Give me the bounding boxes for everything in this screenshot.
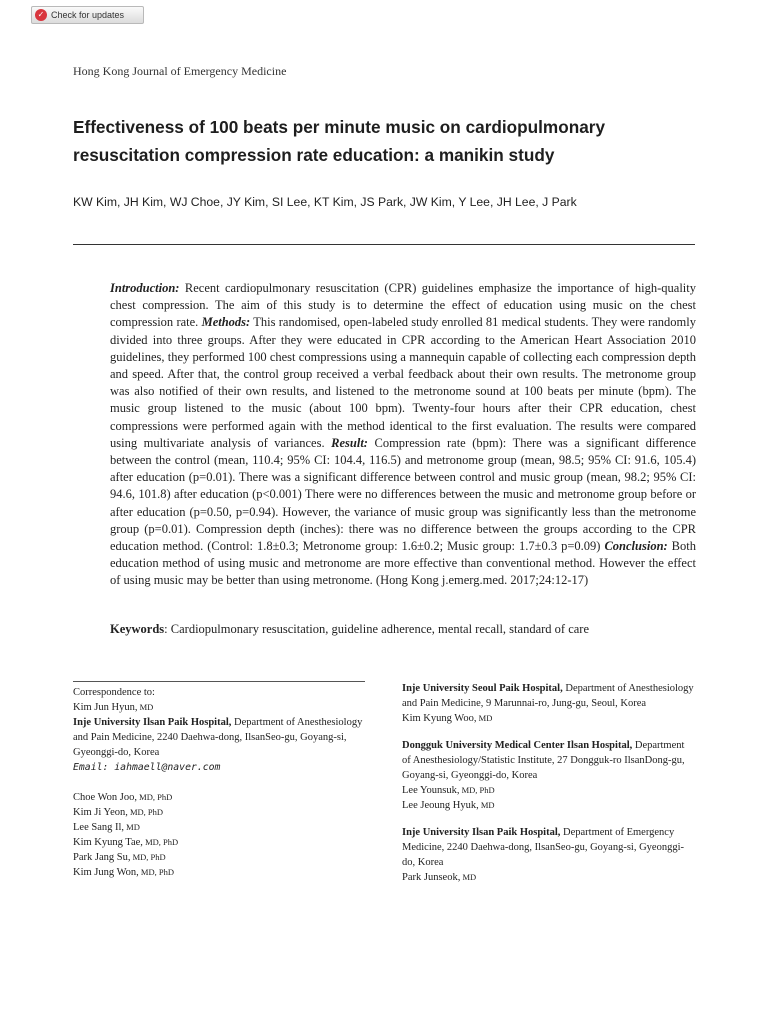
correspondence-address: and Pain Medicine, 2240 Daehwa-dong, IlsanSeo-gu, Goyang-si,: [73, 732, 347, 743]
check-for-updates-button[interactable]: [31, 6, 144, 24]
affiliation-line: do, Korea: [402, 857, 444, 868]
methods-text: This randomised, open-labeled study enrolled 81 medical students. They were randomly divided into three groups. After they were educated in CPR according to the American Heart Association 2010 guidelines, they performed 100 chest compressions using a mannequin capable of collecting each compression depth and speed. After that, the control group received a verbal feedback about their own results. The metronome group was also notified of their own results, and listened to the metronome sound at 100 beats per minute (bpm). The music group listened to the music (about 100 bpm). Twenty-four hours after their CPR education, chest compressions were performed again with the method identical to the first evaluation. The results were compared using multivariate analysis of variances.: [110, 315, 696, 450]
keywords: [110, 622, 696, 637]
author-affiliation-line: Park Junseok, MD: [402, 872, 477, 883]
affiliation-line: Goyang-si, Gyeonggi-do, Korea: [402, 770, 538, 781]
methods-label: Methods:: [201, 315, 251, 330]
affiliation-line: Medicine, 2240 Daehwa-dong, IlsanSeo-gu, Goyang-si, Gyeonggi-: [402, 842, 684, 853]
introduction-label: Introduction:: [110, 281, 180, 295]
author-affiliation-line: Choe Won Joo, MD, PhD: [73, 792, 173, 803]
affiliation-line: Dongguk University Medical Center Ilsan Hospital, Department: [402, 740, 685, 751]
conclusion-text: Both education method of using music and metronome are more effective than conventional method. However the effect of using music may be better than using metronome. (Hong Kong j.emerg.med. 2017;24:12-17): [110, 539, 696, 588]
author-affiliation-line: Kim Jung Won, MD, PhD: [73, 867, 174, 878]
affiliation-line: of Anesthesiology/Statistic Institute, 27 Dongguk-ro IlsanDong-gu,: [402, 755, 685, 766]
correspondence-heading: Correspondence to:: [73, 687, 155, 698]
check-for-updates-label: Check for updates: [51, 10, 125, 20]
author-affiliation-line: Kim Kyung Tae, MD, PhD: [73, 837, 179, 848]
result-label: Result:: [331, 435, 368, 450]
correspondence-affiliation: Inje University Ilsan Paik Hospital, Department of Anesthesiology: [73, 717, 363, 728]
footnote-divider: [73, 681, 365, 682]
author-affiliation-line: Kim Ji Yeon, MD, PhD: [73, 807, 164, 818]
affiliations-block: [402, 681, 698, 885]
author-list: KW Kim, JH Kim, WJ Choe, JY Kim, SI Lee, KT Kim, JS Park, JW Kim, Y Lee, JH Lee, J Park: [73, 195, 577, 209]
affiliation-line: Inje University Ilsan Paik Hospital, Department of Emergency: [402, 827, 675, 838]
author-affiliation-line: Kim Kyung Woo, MD: [402, 713, 493, 724]
conclusion-label: Conclusion:: [604, 539, 668, 554]
result-text: Compression rate (bpm): There was a significant difference between the control (mean, 110.4; 95% CI: 104.4, 116.5) and metronome group (mean, 98.5; 95% CI: 91.6, 105.4) after education (p=0.01). There was a significant difference between control and music group (mean, 98.2; 95% CI: 94.6, 101.8) after education (p<0.001) There were no differences between the music and metronome group before or after education (p=0.50, p=0.94). However, the variance of music group was significantly less than the metronome group (p=0.01). Compression depth (inches): there was no difference between the groups according to the CPR education method. (Control: 1.8±0.3; Metronome group: 1.6±0.2; Music group: 1.7±0.3 p=0.09): [110, 435, 697, 554]
author-affiliation-line: Lee Sang Il, MD: [73, 822, 140, 833]
correspondence-email: Email: iahmaell@naver.com: [73, 762, 221, 773]
keywords-text: : Cardiopulmonary resuscitation, guideline adherence, mental recall, standard of care: [164, 622, 590, 636]
author-affiliation-line: Lee Younsuk, MD, PhD: [402, 785, 495, 796]
journal-name: Hong Kong Journal of Emergency Medicine: [73, 64, 287, 78]
correspondence-name: Kim Jun Hyun, MD: [73, 702, 154, 713]
update-check-icon: ✓: [35, 9, 47, 21]
correspondence-block: [73, 681, 368, 880]
header-divider: [73, 244, 695, 245]
author-affiliation-line: Park Jang Su, MD, PhD: [73, 852, 166, 863]
keywords-label: Keywords: [110, 622, 165, 636]
author-affiliation-line: Lee Jeoung Hyuk, MD: [402, 800, 495, 811]
affiliation-line: and Pain Medicine, 9 Marunnai-ro, Jung-gu, Seoul, Korea: [402, 698, 647, 709]
correspondence-region: Gyeonggi-do, Korea: [73, 747, 160, 758]
affiliation-line: Inje University Seoul Paik Hospital, Department of Anesthesiology: [402, 683, 694, 694]
introduction-text: Recent cardiopulmonary resuscitation (CPR) guidelines emphasize the importance of high-quality chest compression. The aim of this study is to determine the effect of education using music on the chest compression rate.: [110, 281, 696, 330]
abstract: [110, 280, 696, 590]
article-title: Effectiveness of 100 beats per minute music on cardiopulmonary resuscitation compression rate education: a manikin study: [73, 117, 606, 165]
